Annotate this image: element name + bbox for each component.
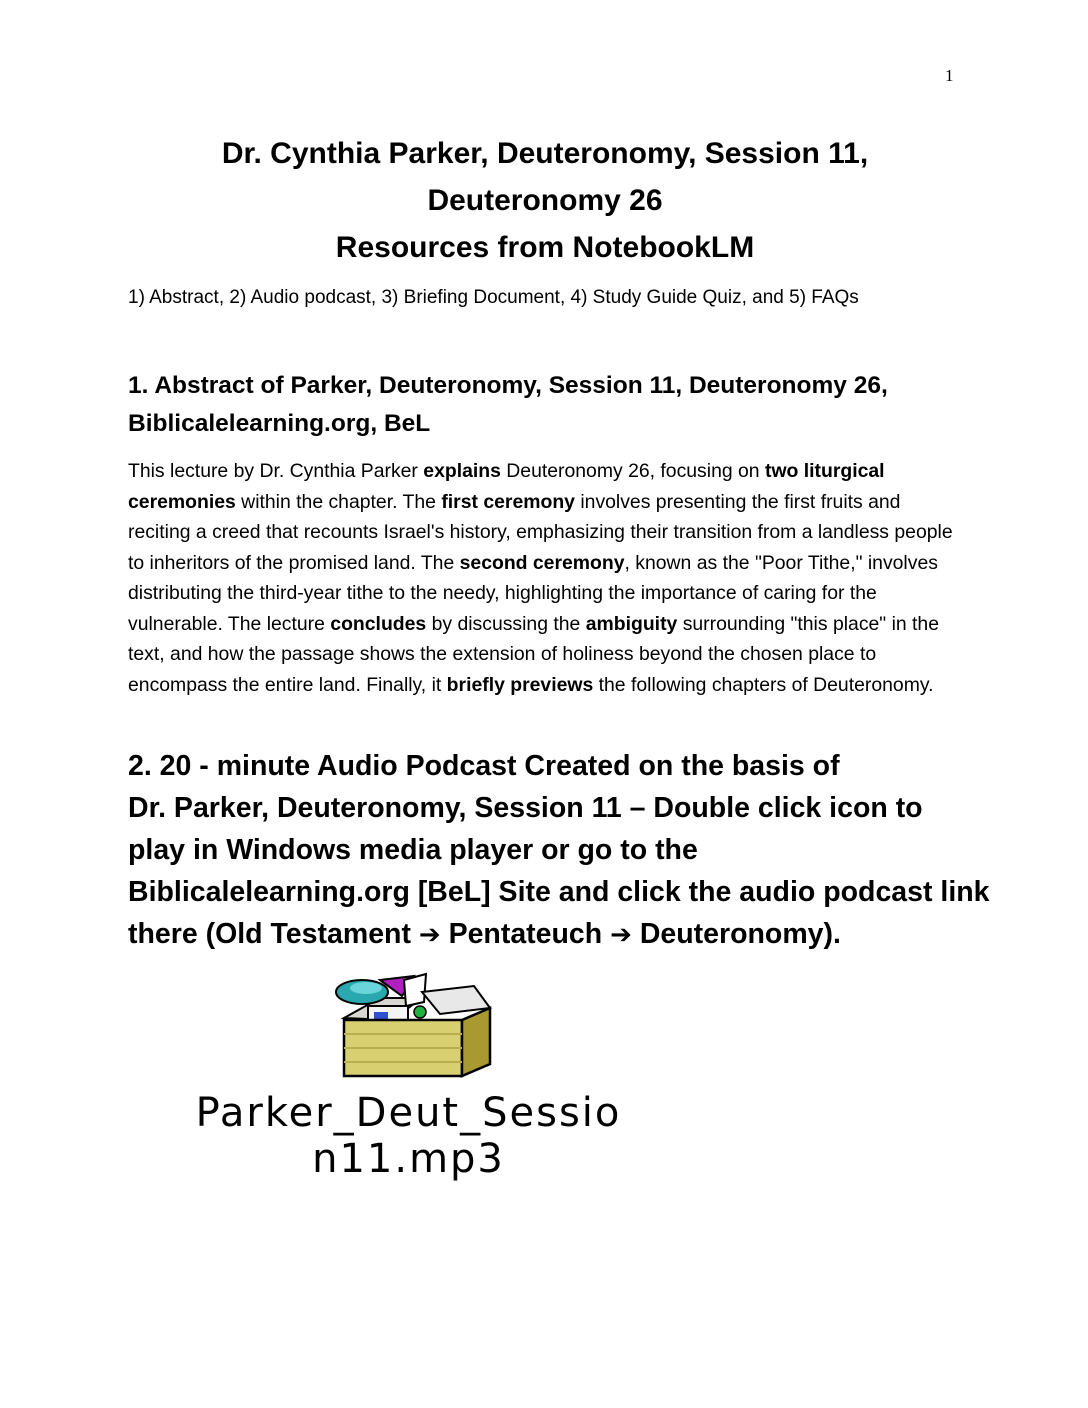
abstract-bold: concludes (330, 612, 427, 635)
abstract-text: by discussing the (426, 612, 586, 635)
filename-line-1: Parker_Deut_Sessio (195, 1090, 622, 1136)
abstract-bold: explains (423, 460, 501, 482)
page-number: 1 (945, 66, 954, 85)
abstract-bold: two liturgical ceremonies (128, 460, 885, 513)
title-line-2: Deuteronomy 26 (427, 184, 663, 217)
abstract-heading-line-1: 1. Abstract of Parker, Deuteronomy, Session 11, Deuteronomy 26, (128, 372, 888, 399)
abstract-text: involves presenting the first fruits and reciting a creed that recounts Israel's history, emphasizing their transition from a landless people to inheritors of the promised land. The (128, 490, 953, 574)
abstract-text: This lecture by Dr. Cynthia Parker (128, 460, 424, 482)
abstract-bold: first ceremony (441, 490, 575, 513)
filename-line-2: n11.mp3 (312, 1136, 505, 1182)
abstract-paragraph (128, 456, 963, 700)
podcast-heading-line-4: Biblicalelearning.org [BeL] Site and click the audio podcast link (128, 876, 990, 908)
abstract-text: surrounding "this place" in the text, and how the passage shows the extension of holiness beyond the chosen place to encompass the entire land. Finally, it (128, 612, 940, 696)
podcast-heading-line-2: Dr. Parker, Deuteronomy, Session 11 – Double click icon to (128, 792, 923, 824)
podcast-heading-line-5 (128, 913, 988, 956)
abstract-text: within the chapter. The (235, 490, 442, 513)
podcast-heading-line-1: 2. 20 - minute Audio Podcast Created on the basis of (128, 750, 840, 782)
nav-text: Deuteronomy). (631, 918, 841, 950)
title-line-3: Resources from NotebookLM (335, 231, 755, 264)
podcast-heading (128, 745, 988, 956)
abstract-heading (128, 367, 988, 443)
arrow-right-icon: ➔ (610, 920, 632, 950)
nav-text: there (Old Testament (128, 918, 419, 950)
podcast-heading-line-3: play in Windows media player or go to the (128, 834, 698, 866)
abstract-heading-line-2: Biblicalelearning.org, BeL (128, 410, 431, 437)
media-filename[interactable] (136, 1090, 681, 1182)
title-line-1: Dr. Cynthia Parker, Deuteronomy, Session 11, (221, 137, 869, 170)
abstract-text: the following chapters of Deuteronomy. (593, 673, 934, 696)
contents-line: 1) Abstract, 2) Audio podcast, 3) Briefing Document, 4) Study Guide Quiz, and 5) FAQs (128, 287, 859, 308)
nav-text: Pentateuch (440, 918, 611, 950)
arrow-right-icon: ➔ (418, 920, 441, 950)
abstract-bold: ambiguity (585, 612, 678, 635)
abstract-text: Deuteronomy 26, focusing on (500, 460, 765, 482)
abstract-bold: briefly previews (446, 673, 594, 696)
abstract-text: , known as the "Poor Tithe," involves distributing the third-year tithe to the needy, highlighting the importance of caring for the vulnerable. The lecture (128, 551, 938, 635)
document-title (110, 130, 980, 271)
abstract-bold: second ceremony (459, 551, 625, 574)
media-package-icon[interactable] (322, 968, 502, 1083)
